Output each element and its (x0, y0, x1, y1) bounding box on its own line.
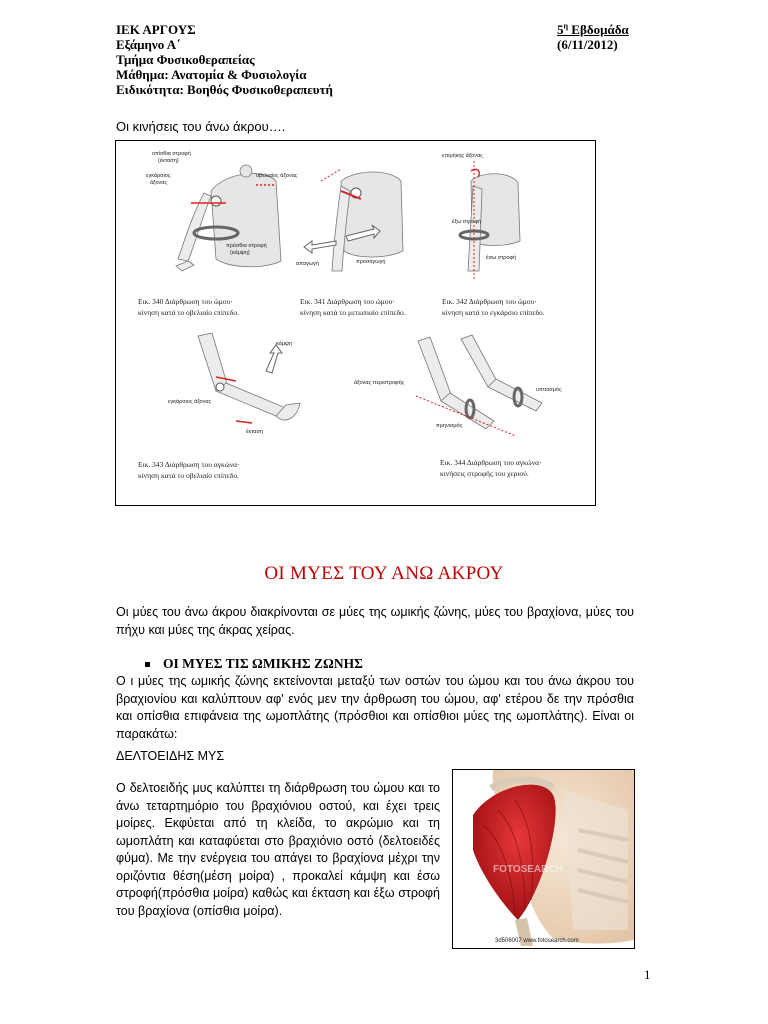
label-prinismos: πρηνισμός (436, 423, 463, 429)
caption-342-line2: κίνηση κατά το εγκάρσιο επίπεδο. (442, 308, 545, 317)
shoulder-girdle-heading: ΟΙ ΜΥΕΣ ΤΙΣ ΩΜΙΚΗΣ ΖΩΝΗΣ (163, 656, 363, 671)
label-ypliasmos: υπτιασμός (536, 387, 562, 393)
deltoid-illustration (453, 770, 634, 948)
header-course: Μάθημα: Ανατομία & Φυσιολογία (116, 67, 307, 82)
label-ektasi: (έκταση) (158, 158, 179, 164)
figure-343 (138, 333, 300, 480)
deltoid-muscle-photo (452, 769, 635, 949)
label-apagogi: απαγωγή (296, 261, 319, 267)
label-kampsi: κάμψη (276, 341, 293, 347)
week-word: Εβδομάδα (568, 22, 629, 37)
label-axonas: άξονας (150, 180, 168, 186)
header-semester: Εξάμηνο Α΄ (116, 37, 181, 52)
intro-paragraph: Οι μύες του άνω άκρου διακρίνονται σε μύες της ωμικής ζώνης, μύες του βραχίονα, μύες του πήχυ και μύες της άκρας χείρας. (116, 605, 634, 637)
caption-340-line1: Εικ. 340 Διάρθρωση του ώμου· (138, 297, 233, 306)
caption-343-line1: Εικ. 343 Διάρθρωση του αγκώνα· (138, 460, 240, 469)
header-specialty: Ειδικότητα: Βοηθός Φυσικοθεραπευτή (116, 82, 333, 97)
figure-344 (354, 335, 562, 478)
caption-343-line2: κίνηση κατά το οβελιαίο επίπεδο. (138, 471, 239, 480)
deltoid-heading: ΔΕΛΤΟΕΙΔΗΣ ΜΥΣ (116, 749, 225, 763)
photo-watermark: FOTOSEARCH (493, 864, 563, 875)
label-enkarsios: εγκάρσιος (146, 173, 171, 179)
caption-341-line1: Εικ. 341 Διάρθρωση του ώμου· (300, 297, 395, 306)
photo-credit: 3d506007 www.fotosearch.com (495, 938, 579, 944)
caption-340-line2: κίνηση κατά το οβελιαίο επίπεδο. (138, 308, 239, 317)
label-kampsi-paren: (κάμψη) (230, 250, 250, 256)
page-number: 1 (644, 967, 651, 982)
label-ektasi-plain: έκταση (246, 429, 263, 435)
label-enkarsios-axonas: εγκάρσιος άξονας (168, 399, 212, 405)
arm-movements-illustration (116, 141, 595, 505)
bullet-marker (145, 662, 150, 667)
section-title: ΟΙ ΜΥΕΣ ΤΟΥ ΑΝΩ ΑΚΡΟΥ (264, 563, 504, 584)
header-week (557, 22, 629, 37)
caption-344-line2: κινήσεις στροφής του χεριού. (440, 469, 529, 478)
header-department: Τμήμα Φυσικοθεραπείας (116, 52, 255, 67)
label-eso-strofi: έσω στροφή (486, 255, 517, 261)
shoulder-girdle-paragraph: Ο ι μύες της ωμικής ζώνης εκτείνονται μεταξύ των οστών του ώμου και του άνω άκρου του βραχιονίου και καλύπτουν αφ' ενός μεν την άρθρωση του ώμου, αφ' ετέρου δε την πρόσθια και οπίσθια επιφάνεια της ωμοπλάτης (πρόσθιοι και οπίσθιοι μύες της ωμοπλάτης). Είναι οι παρακάτω: (116, 674, 634, 741)
figure-342 (442, 152, 545, 317)
label-exo-strofi: έξω στροφή (452, 219, 482, 225)
label-prosagogi: προσαγωγή (356, 259, 386, 265)
label-opisthia-strofi: οπίσθια στροφή (152, 151, 191, 157)
deltoid-paragraph: Ο δελτοειδής μυς καλύπτει τη διάρθρωση του ώμου και το άνω τεταρτημόριο του βραχιόνιου οστού, και έχει τρεις μοίρες. Εκφύεται από τη κλείδα, το ακρώμιο και τη ωμοπλάτη και καταφύεται στο βραχιόνιο οστό (δελτοειδές φύμα). Με την ενέργεια του απάγει το βραχίονα μέχρι την οριζόντια θέση(μέση μοίρα) , προκαλεί κάμψη και έσω στροφή(πρόσθια μοίρα) καθώς και έκταση και έξω στροφή του βραχίονα (οπίσθια μοίρα). (116, 781, 440, 918)
label-obeliaios-axonas: οβελιαίος άξονας (256, 173, 298, 179)
header-school: ΙΕΚ ΑΡΓΟΥΣ (116, 22, 196, 37)
caption-341-line2: κίνηση κατά το μετωπιαίο επίπεδο. (300, 308, 406, 317)
arm-movements-figure (115, 140, 596, 506)
caption-342-line1: Εικ. 342 Διάρθρωση του ώμου· (442, 297, 537, 306)
label-prosthia-strofi: πρόσθια στροφή (226, 243, 267, 249)
figure-341 (296, 169, 406, 317)
week-number: 5 (557, 22, 564, 37)
label-epimikis-axonas: επιμήκης άξονας (442, 153, 483, 159)
intro-text: Οι κινήσεις του άνω άκρου…. (116, 119, 286, 134)
label-axonas-peristrofis: άξονας περιστροφής (354, 380, 405, 386)
figure-340 (138, 150, 298, 317)
caption-344-line1: Εικ. 344 Διάρθρωση του αγκώνα· (440, 458, 542, 467)
header-date: (6/11/2012) (557, 37, 618, 52)
week-superscript: η (563, 21, 569, 31)
